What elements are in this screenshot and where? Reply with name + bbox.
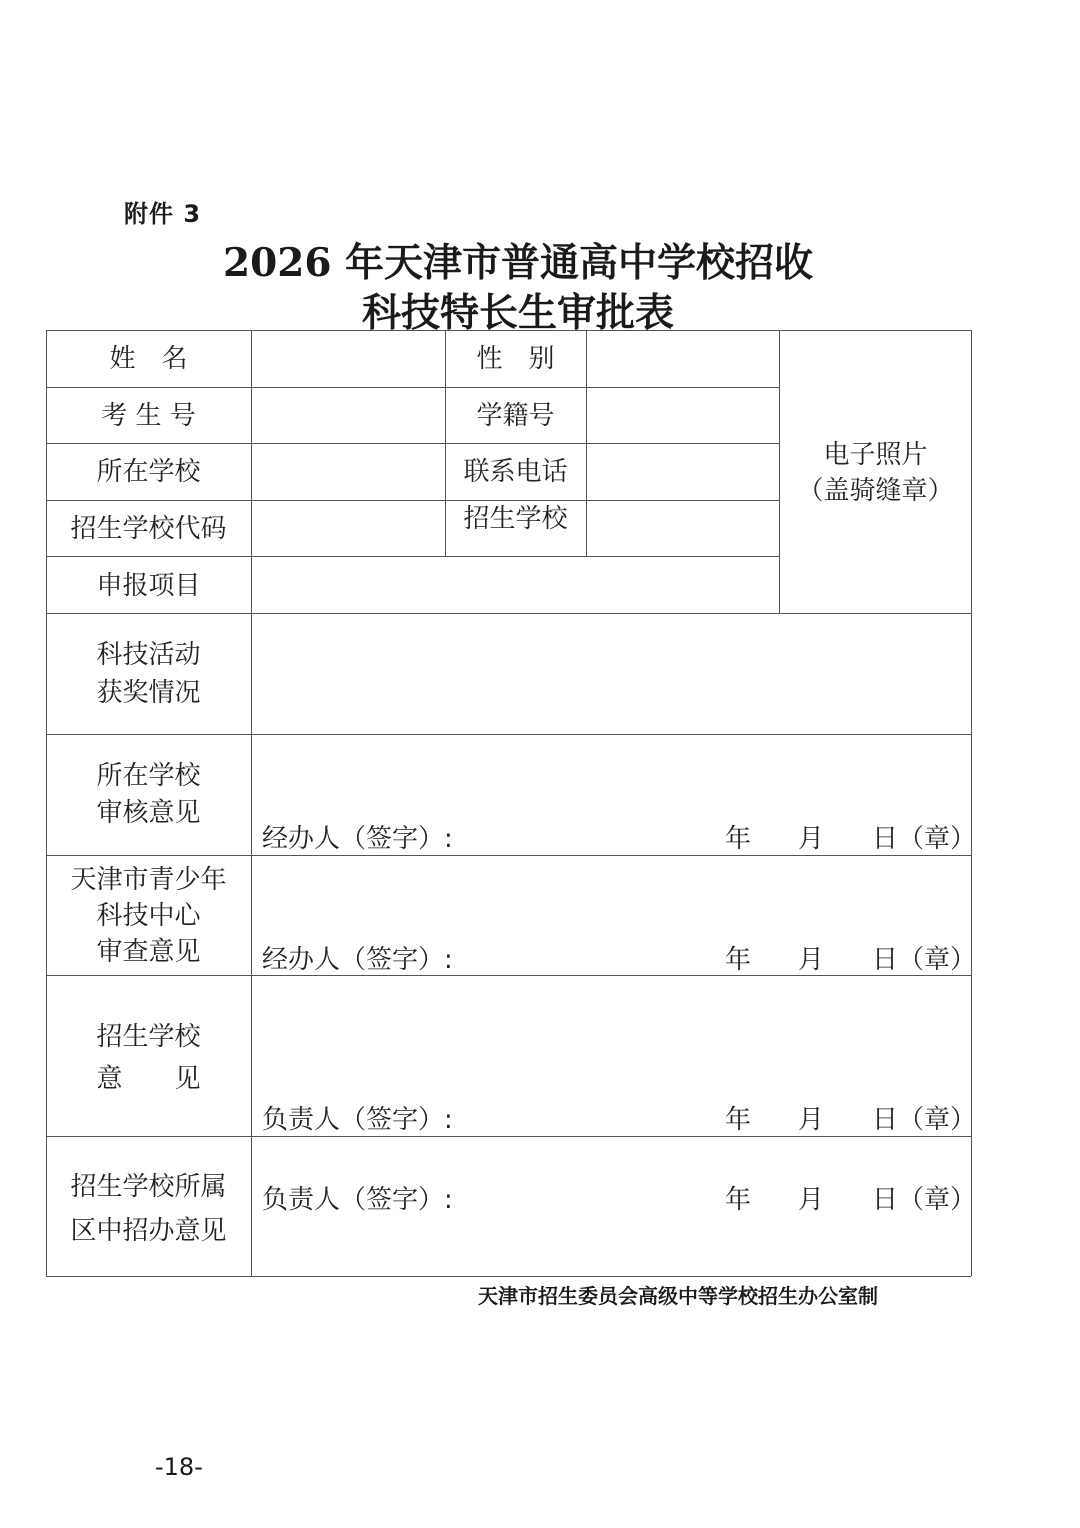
row-divider <box>46 613 971 614</box>
school-review-label-line1: 所在学校 <box>96 761 201 791</box>
district-opinion-label-line1: 招生学校所属 <box>70 1172 227 1202</box>
handler-signature-label: 经办人（签字）: <box>262 945 453 975</box>
center-review-label-line2: 科技中心 <box>96 901 201 931</box>
photo-box[interactable] <box>781 332 970 612</box>
leader-signature-label: 负责人（签字）: <box>262 1185 453 1215</box>
student-id-field[interactable] <box>588 389 778 442</box>
column-divider <box>251 330 252 1276</box>
row-divider <box>46 443 779 444</box>
attachment-label: 附件 3 <box>124 200 202 228</box>
date-month-label: 月 <box>798 945 825 975</box>
phone-field[interactable] <box>588 445 778 499</box>
photo-label: 电子照片 <box>823 440 928 470</box>
leader-signature-label: 负责人（签字）: <box>262 1105 453 1135</box>
date-month-label: 月 <box>798 1105 825 1135</box>
awards-label-line2: 获奖情况 <box>96 678 201 708</box>
date-day-seal-label: 日（章） <box>872 824 977 854</box>
handler-signature-label: 经办人（签字）: <box>262 824 453 854</box>
admit-opinion-label-line1: 招生学校 <box>96 1022 201 1052</box>
page-number: -18- <box>155 1453 203 1481</box>
column-divider <box>586 330 587 556</box>
gender-field[interactable] <box>588 332 778 386</box>
name-field[interactable] <box>253 332 444 386</box>
row-divider <box>46 1136 971 1137</box>
page-title-line1: 2026 年天津市普通高中学校招收 <box>222 240 814 286</box>
date-year-label: 年 <box>725 945 752 975</box>
admit-school-code-label: 招生学校代码 <box>70 514 227 544</box>
photo-seal-note: （盖骑缝章） <box>797 476 954 506</box>
student-id-label: 学籍号 <box>476 401 555 431</box>
table-border-top <box>46 330 971 331</box>
table-border-bottom <box>46 1276 971 1277</box>
date-month-label: 月 <box>798 824 825 854</box>
row-divider <box>46 734 971 735</box>
issuer-note: 天津市招生委员会高级中等学校招生办公室制 <box>478 1284 878 1308</box>
row-divider <box>46 855 971 856</box>
admit-school-label: 招生学校 <box>463 504 568 534</box>
center-review-label-line3: 审查意见 <box>96 937 201 967</box>
exam-number-label: 考 生 号 <box>101 401 196 431</box>
date-day-seal-label: 日（章） <box>872 1105 977 1135</box>
awards-field[interactable] <box>253 615 969 733</box>
awards-label-line1: 科技活动 <box>96 640 201 670</box>
row-divider <box>46 975 971 976</box>
admit-opinion-label-line2: 意 见 <box>96 1064 201 1094</box>
admit-school-field[interactable] <box>588 502 778 555</box>
school-review-label-line2: 审核意见 <box>96 798 201 828</box>
date-year-label: 年 <box>725 1105 752 1135</box>
phone-label: 联系电话 <box>463 457 568 487</box>
gender-label: 性 别 <box>476 344 555 374</box>
date-day-seal-label: 日（章） <box>872 1185 977 1215</box>
current-school-label: 所在学校 <box>96 457 201 487</box>
name-label: 姓 名 <box>109 344 188 374</box>
row-divider <box>46 387 779 388</box>
project-label: 申报项目 <box>96 571 201 601</box>
exam-number-field[interactable] <box>253 389 444 442</box>
center-review-label-line1: 天津市青少年 <box>70 865 227 895</box>
admit-school-code-field[interactable] <box>253 502 444 555</box>
date-month-label: 月 <box>798 1185 825 1215</box>
date-year-label: 年 <box>725 1185 752 1215</box>
current-school-field[interactable] <box>253 445 444 499</box>
project-field[interactable] <box>253 558 778 612</box>
row-divider <box>46 500 779 501</box>
date-year-label: 年 <box>725 824 752 854</box>
district-opinion-label-line2: 区中招办意见 <box>70 1216 227 1246</box>
page-title-line2: 科技特长生审批表 <box>361 290 674 336</box>
date-day-seal-label: 日（章） <box>872 945 977 975</box>
row-divider <box>46 556 779 557</box>
